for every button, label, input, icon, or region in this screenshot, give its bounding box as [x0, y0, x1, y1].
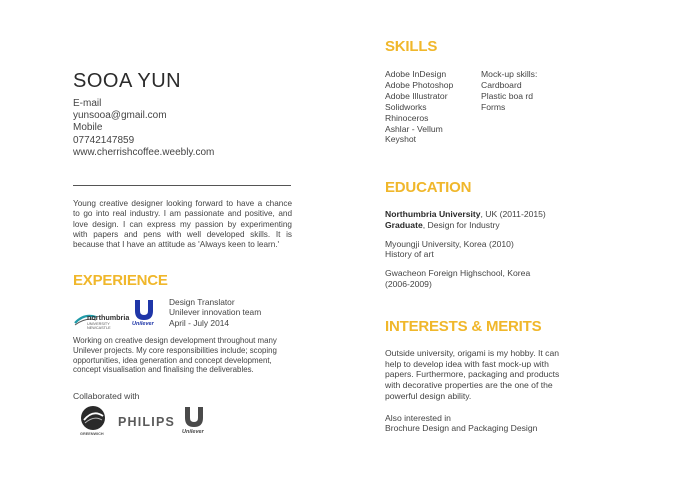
email-value[interactable]: yunsooa@gmail.com [73, 110, 167, 122]
mockup-skills-list [481, 69, 537, 113]
skills-heading: SKILLS [385, 38, 438, 55]
greenwich-circle-icon [79, 405, 107, 431]
email-label: E-mail [73, 98, 102, 109]
skill-item: Mock-up skills: [481, 69, 538, 79]
skill-item: Plastic boa rd [481, 90, 534, 101]
about-text: Young creative designer looking forward to have a chance to go into real industry. I am passionate and positive, and love design. I can express my passion by experimenting with papers and pens with well developed skills. It is because that I have an attitude as 'Always keen to learn.' [73, 199, 292, 250]
education-heading: EDUCATION [385, 179, 472, 196]
skill-item: Adobe Photoshop [385, 79, 454, 90]
unilever-u-icon [132, 298, 156, 322]
greenwich-logo [79, 405, 107, 439]
education-degree-detail: , Design for Industry [422, 219, 500, 230]
experience-description: Working on creative design development throughout many Unilever projects. My core responsibilities include; scoping opportunities, idea generation and concept development, concept visualisation and finalising the deliverables. [73, 336, 277, 375]
interests-paragraph: Outside university, origami is my hobby. It can help to develop idea with fast mock-up with papers. Furthermore, packaging and products with decorative properties are the one of the powerful design ability. [385, 348, 560, 401]
skill-item: Adobe InDesign [385, 69, 447, 79]
education-line: Gwacheon Foreign Highschool, Korea [385, 268, 531, 279]
skill-item: Adobe Illustrator [385, 90, 448, 101]
skill-item: Forms [481, 101, 506, 112]
mobile-label: Mobile [73, 122, 103, 134]
northumbria-subtitle: UNIVERSITY NEWCASTLE [87, 322, 111, 330]
contact-block [73, 98, 214, 159]
unilever-logo-grey [182, 405, 206, 437]
software-skills-list [385, 69, 453, 145]
philips-logo: PHILIPS [118, 415, 176, 429]
skill-item: Cardboard [481, 79, 522, 90]
education-line: Myoungji University, Korea (2010) [385, 238, 514, 249]
education-entry [385, 209, 575, 231]
interests-block [385, 348, 565, 434]
experience-role: Design Translator [169, 297, 235, 307]
experience-role-block [169, 297, 261, 328]
skill-item: Ashlar - Vellum [385, 123, 443, 134]
profile-name: SOOA YUN [73, 70, 182, 92]
interests-line: Also interested in [385, 412, 451, 423]
education-list [385, 209, 575, 298]
website-link[interactable]: www.cherrishcoffee.weebly.com [73, 146, 215, 158]
unilever-u-grey-icon [182, 405, 206, 429]
collaborated-label: Collaborated with [73, 391, 140, 401]
experience-period: April - July 2014 [169, 317, 230, 328]
interests-line: Brochure Design and Packaging Design [385, 423, 538, 434]
divider [73, 185, 291, 186]
unilever-grey-wordmark: Unilever [182, 429, 204, 435]
mobile-value: 07742147859 [73, 134, 135, 146]
skill-item: Solidworks [385, 101, 427, 112]
education-line: (2006-2009) [385, 278, 432, 289]
skill-item: Rhinoceros [385, 112, 429, 123]
northumbria-wordmark: northumbria [87, 313, 130, 322]
experience-team: Unilever innovation team [169, 307, 262, 318]
interests-heading: INTERESTS & MERITS [385, 318, 542, 335]
education-degree: Graduate [385, 219, 423, 230]
education-entry [385, 239, 575, 261]
education-school: Northumbria University [385, 209, 481, 219]
education-line: History of art [385, 249, 434, 260]
education-school-detail: , UK (2011-2015) [480, 209, 546, 219]
education-entry [385, 268, 575, 290]
unilever-wordmark: Unilever [132, 321, 154, 327]
greenwich-wordmark: GREENWICH [80, 432, 104, 436]
unilever-logo-small [132, 298, 156, 328]
northumbria-logo [74, 311, 130, 329]
experience-heading: EXPERIENCE [73, 272, 168, 289]
skill-item: Keyshot [385, 134, 417, 145]
